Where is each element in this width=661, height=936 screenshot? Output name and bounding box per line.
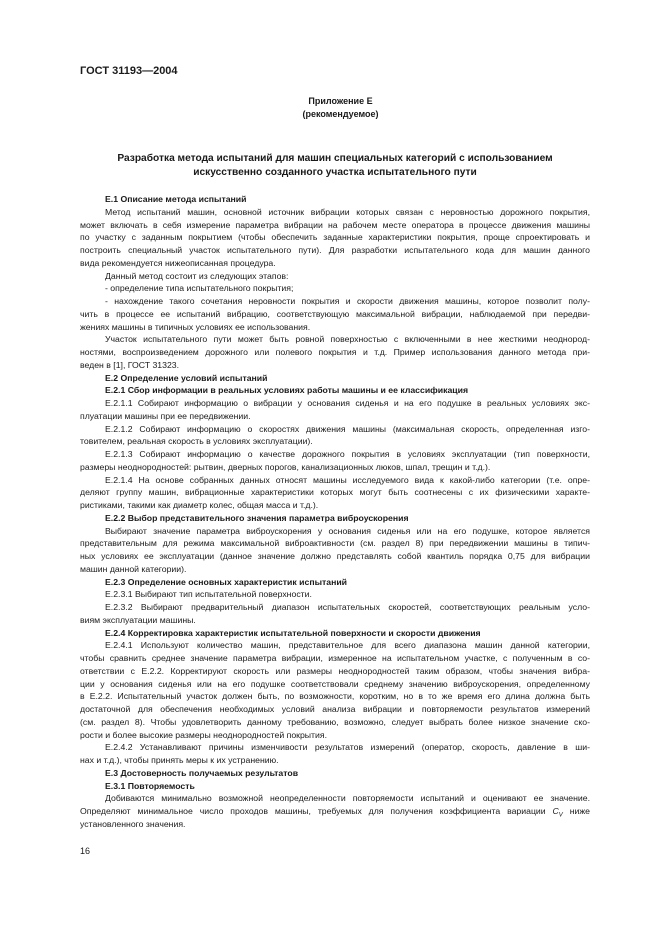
page-number: 16 [80,846,91,856]
title-line: искусственно созданного участка испытательного пути [193,167,477,178]
text-line: Добиваются минимально возможной неопределенности повторяемости испытаний и оценивают ее значение. [105,793,590,804]
text-line: Е.2.1.1 Собирают информацию о вибрации у основания сиденья и на его подушке в реальных условиях экс- [105,398,590,408]
text-line: Данный метод состоит из следующих этапов: [105,270,289,281]
text-line: Е.2.1.4 На основе собранных данных относят машины исследуемого вида к какой-либо категории (т.е. опре- [105,474,590,485]
appendix-heading [0,95,661,121]
text-line: вида рекомендуется нижеописанная процедура. [80,257,276,268]
paragraph [80,333,590,371]
section-heading [80,384,590,397]
text-line: Е.3.1 Повторяемость [105,780,195,791]
text-line: ции у основания сиденья или на его подушке соответствовали среднему значению виброускорения, определенному [80,678,590,689]
text-line: - определение типа испытательного покрытия; [105,283,294,294]
text-line: Е.2.3.1 Выбирают тип испытательной поверхности. [105,589,312,600]
paragraph [80,525,590,576]
paragraph [80,741,590,767]
text-line: товителем, реальная скорость в условиях эксплуатации). [80,436,313,447]
paragraph [80,448,590,474]
paragraph [80,423,590,449]
text-line: установленного значения. [80,818,186,829]
text-line: может включать в себя измерение параметра вибрации на рабочем месте оператора в процессе движения машины [80,219,590,230]
section-heading [80,576,590,589]
document-body [80,193,590,831]
paragraph [80,474,590,512]
text-line: Е.2.1 Сбор информации в реальных условиях работы машины и ее классификация [105,385,469,396]
text-line: Е.2.2 Выбор представительного значения параметра виброускорения [105,512,409,523]
section-heading [80,627,590,640]
text-line: Е.2.3.2 Выбирают предварительный диапазон испытательных скоростей, соответствующих реальным усло- [105,602,590,612]
text-line: Е.2.4 Корректировка характеристик испытательной поверхности и скорости движения [105,627,481,638]
title-line: Разработка метода испытаний для машин специальных категорий с использованием [117,153,553,164]
text-line: виям эксплуатации машины. [80,614,196,625]
variable-subscript: V [558,812,563,819]
text-line: достаточной для обеспечения необходимых условий анализа вибрации и повторяемости результатов измерений [80,704,590,714]
text-line: построить специальный участок испытательного пути). Для разработки испытательного кода для машин данного [80,245,590,255]
paragraph [80,792,590,830]
paragraph [80,639,590,741]
text-line: Е.2.4.1 Используют количество машин, представительное для всего диапазона машин данной категории, [105,640,590,651]
text-line: Метод испытаний машин, основной источник вибрации которых связан с неровностью дорожного покрытия, [105,206,590,217]
text-line: чтобы сравнить среднее значение параметра вибрации, измеренное на испытательном участке, с полученным в со- [80,653,590,663]
text-line: рости и более высокие размеры неоднородностей покрытия. [80,729,327,740]
text-line: Е.2.4.2 Устанавливают причины изменчивости результатов измерений (оператор, скорость, давление в ши- [105,742,590,753]
text-line: Е.2 Определение условий испытаний [105,372,268,383]
section-heading [80,780,590,793]
text-line: (см. раздел 8). Чтобы удовлетворить данному требованию, возможно, следует выбрать более низкое значение ско- [80,716,590,727]
text-line: размеры неоднородностей: рытвин, дверных порогов, канализационных люков, шпал, трещин и т.д.). [80,461,491,472]
text-line: жениях машины в типичных условиях ее использования. [80,321,311,332]
appendix-title [80,152,590,180]
text-line: Е.2.1.3 Собирают информацию о качестве дорожного покрытия в условиях эксплуатации (тип поверхности, [105,449,590,459]
text-segment: ниже [562,806,590,816]
paragraph [80,282,590,295]
paragraph [80,206,590,270]
text-line: Выбирают значение параметра виброускорения у основания сиденья или на его подушке, которое является [105,525,590,536]
text-line: ностями, воспроизведением дорожного или полевого покрытия и т.д. Пример использования данного метода при- [80,347,590,357]
paragraph [80,270,590,283]
text-line: представительным для режима максимальной виброактивности (см. раздел 8) при передвижении машины в типич- [80,538,590,549]
section-heading [80,512,590,525]
text-line: Е.2.1.2 Собирают информацию о скоростях движения машины (максимальная скорость, определенная изго- [105,423,590,434]
appendix-label: Приложение Е [308,96,373,106]
text-line: машин данной категории). [80,563,187,574]
text-line: плуатации машины при ее передвижении. [80,410,251,421]
text-line: Е.2.3 Определение основных характеристик испытаний [105,576,348,587]
text-line: в Е.2.2. Испытательный участок должен быть, по возможности, коротким, но в то же время его длина должна быть [80,691,590,702]
paragraph [80,397,590,423]
text-line: Участок испытательного пути может быть ровной поверхностью с включенными в нее жесткими неоднород- [105,334,590,345]
text-line: Е.3 Достоверность получаемых результатов [105,767,299,778]
text-line: веден в [1], ГОСТ 31323. [80,359,180,370]
text-line: чить в процессе ее испытаний вибрацию, соответствующую максимальной вибрации, наблюдаемой при передви- [80,308,590,319]
text-line: ответствии с Е.2.2. Корректируют скорость или размеры неоднородностей таким образом, чтобы значения вибра- [80,665,590,676]
text-line: деляют группу машин, вибрационные характеристики которых могут быть соотнесены с их физическими характе- [80,487,590,498]
text-line: Е.1 Описание метода испытаний [105,194,247,204]
text-line: ристиками, такими как диаметр колес, общая масса и т.д.). [80,500,319,510]
section-heading [80,767,590,780]
variable-symbol: C [552,806,559,816]
section-heading [80,193,590,206]
paragraph [80,601,590,627]
text-line [80,805,590,818]
section-heading [80,372,590,385]
appendix-status: (рекомендуемое) [302,109,379,119]
text-line: нах и т.д.), чтобы принять меры к их устранению. [80,755,279,765]
text-line: - нахождение такого сочетания неровности покрытия и скорости движения машины, которое позволит полу- [105,296,590,306]
text-line: по участку с заданным покрытием (чтобы обеспечить заданные характеристики покрытия, проще спроектировать и [80,232,590,243]
text-segment: Определяют минимальное число проходов машины, требуемых для получения коэффициента вариации [80,806,553,816]
document-code-header: ГОСТ 31193—2004 [80,65,178,77]
paragraph [80,295,590,333]
paragraph [80,588,590,601]
text-line: ных условиях ее эксплуатации (данное значение должно представлять собой квантиль порядка 0,75 для вибрации [80,551,590,561]
